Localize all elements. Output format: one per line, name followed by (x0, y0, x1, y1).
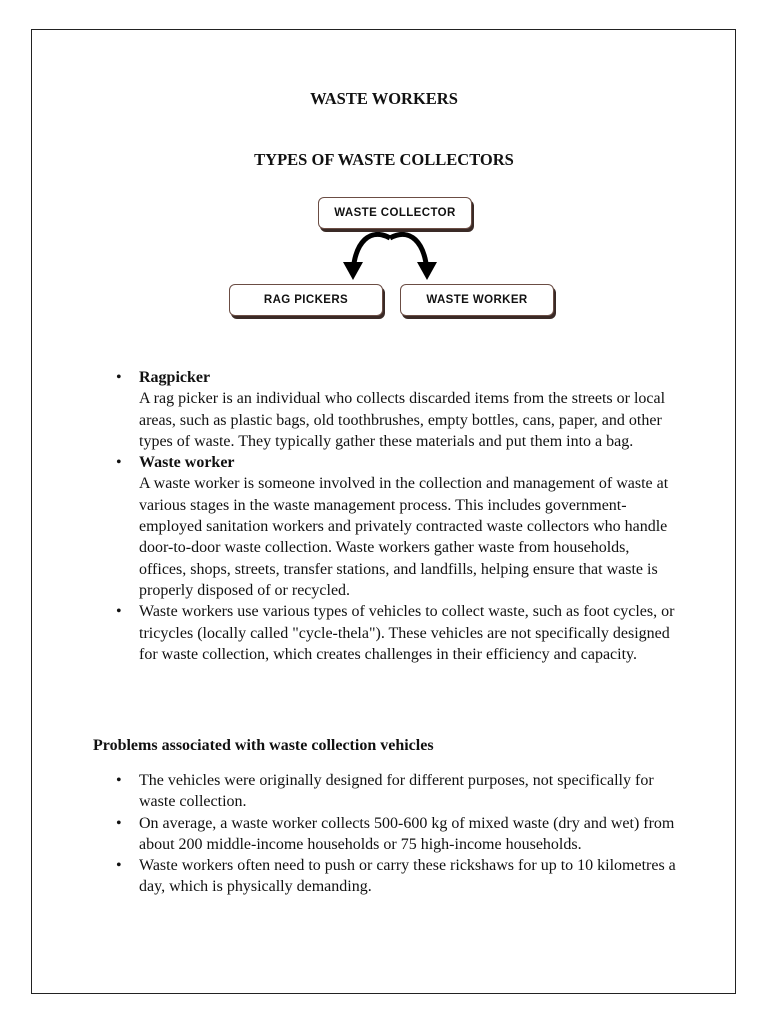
waste-collector-diagram (220, 192, 560, 327)
main-bullet-list (0, 367, 768, 665)
list-item: • The vehicles were originally designed for different purposes, not specifically for waste collection. (0, 770, 679, 813)
list-item-vehicles (0, 601, 679, 665)
problems-list (0, 770, 768, 898)
list-item-waste-worker (0, 452, 679, 601)
arrowhead-right (417, 262, 437, 280)
vehicles-text: • Waste workers use various types of vehicles to collect waste, such as foot cycles, or tricycles (locally called "cycle-thela"). These vehicles are not specifically designed for waste collection, which creates challenges in their efficiency and capacity. (139, 603, 675, 663)
list-item: • On average, a waste worker collects 500-600 kg of mixed waste (dry and wet) from about 200 middle-income households or 75 high-income households. (0, 813, 679, 856)
list-item: • Waste workers often need to push or carry these rickshaws for up to 10 kilometres a day, which is physically demanding. (0, 855, 679, 898)
waste-worker-text: A waste worker is someone involved in the collection and management of waste at various stages in the waste management process. This includes government-employed sanitation workers and privately contracted waste collectors who handle door-to-door waste collection. Waste workers gather waste from households, offices, shops, streets, transfer stations, and landfills, helping ensure that waste is properly disposed of or recycled. (139, 475, 669, 599)
waste-worker-heading: • Waste worker (139, 454, 235, 472)
arrowhead-left (343, 262, 363, 280)
ragpicker-heading: • Ragpicker (139, 369, 211, 386)
page-title: WASTE WORKERS (310, 89, 458, 108)
waste-collector-box: WASTE COLLECTOR (318, 197, 472, 229)
ragpicker-text: A rag picker is an individual who collects discarded items from the streets or local areas, such as plastic bags, old toothbrushes, empty bottles, cans, paper, and other types of waste. They typically gather these materials and put them into a bag. (139, 390, 666, 450)
problems-heading: Problems associated with waste collection vehicles (93, 737, 434, 754)
list-item-ragpicker (0, 367, 679, 452)
section-title: TYPES OF WASTE COLLECTORS (254, 150, 514, 169)
waste-worker-box: WASTE WORKER (400, 284, 554, 316)
rag-pickers-box: RAG PICKERS (229, 284, 383, 316)
